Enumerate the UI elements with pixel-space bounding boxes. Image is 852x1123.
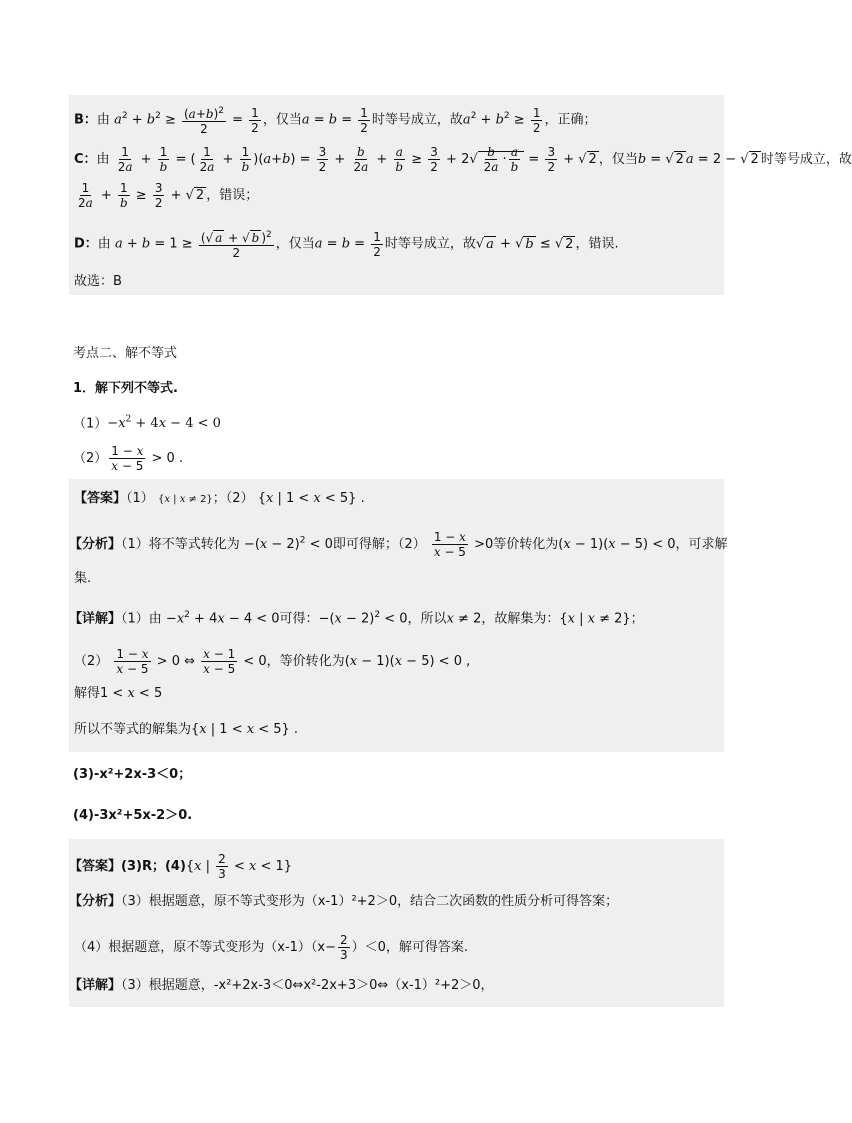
option-c-label: C： [74, 152, 97, 167]
question-4: (4)-3x²+5x-2＞0. [73, 808, 193, 823]
text: 时等号成立，故 [760, 152, 852, 167]
text: 【详解】 [69, 978, 122, 993]
text: ，所以 [407, 611, 447, 627]
fraction: $\frac{1}{2}$ [360, 105, 368, 135]
text: ，仅当 [598, 152, 638, 167]
text: 【答案】 [74, 491, 127, 506]
text: 【答案】 [69, 859, 122, 874]
option-d-line: D：由 a + b = 1 ≥ $\frac{(√ a + √ b )^2}{2}$ ，仅当a = b = $\frac{1}{2}$ 时等号成立，故√ a + √ b ≤ √ 2 ，错误. [74, 229, 619, 260]
option-d-label: D： [74, 236, 98, 252]
text: （2） [74, 654, 109, 669]
text: 时等号成立，故 [384, 236, 476, 252]
text: （4）根据题意，原不等式变形为（x-1）（x− [74, 940, 337, 955]
text: （1）将不等式转化为 [121, 537, 240, 552]
text: 由 [97, 236, 111, 252]
option-b-line: B：由 $a^2 + b^2$ ≥ $\frac{(a+b)^2}{2}$ = $\frac{1}{2}$ ，仅当a = b = $\frac{1}{2}$ 时等号成立，故$a^2 + b^2$ ≥ $\frac{1}{2}$ ，正确； [74, 105, 597, 136]
detail-line-4: 所以不等式的解集为{x | 1 < x < 5} . [74, 722, 299, 737]
text: ）＜0，解可得答案. [351, 940, 469, 955]
answer-2-line: 【答案】(3)R；(4){x | $\frac{2}{3}$ < x < 1} [69, 852, 293, 881]
question-1-2: （2） $\frac{1 - x}{x - 5}$ > 0 . [73, 444, 184, 473]
text: ，正确； [544, 112, 597, 128]
answer-line: 【答案】（1） {x | x ≠ 2}；（2） {x | 1 < x < 5} . [74, 491, 365, 506]
option-c-line: C：由 $\frac{1}{2a}$ + $\frac{1}{b}$ = ( $\frac{1}{2a}$ + $\frac{1}{b}$ )(a+b) = $\frac{3}{2}$ + $\frac{b}{2a}$ + $\frac{a}{b}$ ≥ $\frac{3}{2}$ + 2√ $\frac{b}{2a}$ · $\frac{a}{b}$ = $\frac{3}{2}$ + √ 2 ，仅当b = √ 2 a = 2 − √ 2 时等号成立，故 [74, 145, 852, 174]
text: 所以不等式的解集为 [74, 722, 192, 737]
text: ，仅当 [275, 236, 315, 252]
text: （1） [73, 416, 108, 432]
detail-line-1: 【详解】（1）由 $-x^2 + 4x - 4 < 0$可得：$-(x - 2)^2 < 0$，所以x ≠ 2，故解集为：{x | x ≠ 2}； [69, 610, 644, 627]
option-c-line-2: $\frac{1}{2a}$ + $\frac{1}{b}$ ≥ $\frac{3}{2}$ + √ 2 ，错误； [78, 181, 259, 210]
text: ；（2） [212, 491, 254, 506]
answer-block-2 [69, 839, 724, 1007]
text: ，错误； [206, 188, 259, 203]
text: 【详解】 [69, 611, 122, 627]
text: （1）由 [121, 611, 162, 627]
text: ，仅当 [262, 112, 302, 128]
question-3: (3)-x²+2x-3＜0； [73, 767, 192, 782]
text: 解得 [74, 686, 101, 701]
fraction: $\frac{1}{2}$ [532, 105, 541, 135]
text: （2） [73, 451, 108, 466]
text: 【分析】 [69, 537, 122, 552]
text: 即可得解；（2） [332, 537, 426, 552]
text: (3)R；(4) [121, 859, 186, 874]
text: （3）根据题意，原不等式变形为（x-1）²+2＞0，结合二次函数的性质分析可得答案； [121, 894, 619, 909]
answer-block-1 [69, 479, 728, 752]
analysis-line-2: 集. [74, 571, 92, 586]
question-1: 1．解下列不等式. [73, 381, 178, 396]
choose-answer: 故选：B [74, 274, 122, 289]
detail-line-3: 解得1 < x < 5 [74, 686, 163, 701]
text: ，故解集为： [481, 611, 560, 627]
text: 【分析】 [69, 894, 122, 909]
analysis-2-line-1 [69, 893, 618, 911]
analysis-line: 【分析】（1）将不等式转化为 $-(x - 2)^2 < 0$即可得解；（2） $\frac{1 - x}{x - 5}$ >0等价转化为(x − 1)(x − 5) < 0，可求解 [69, 530, 728, 559]
text: ，错误. [575, 236, 619, 252]
detail-line-2: （2） $\frac{1 - x}{x - 5}$ > 0 ⇔ $\frac{x - 1}{x - 5}$ < 0，等价转化为(x − 1)(x − 5) < 0 , [74, 647, 471, 676]
analysis-2-line-2: （4）根据题意，原不等式变形为（x-1）（x− $\frac{2}{3}$ ）＜0，解可得答案. [74, 933, 469, 962]
text: 等价转化为 [493, 537, 559, 552]
question-1-1: $(1)-x^2 + 4x - 4 < 0$ [73, 415, 221, 432]
option-b-label: B： [74, 112, 97, 128]
fraction: $\frac{(a+b)^2}{2}$ [183, 106, 224, 136]
previous-solution-block [69, 95, 852, 295]
section-heading: 考点二、解不等式 [73, 346, 178, 361]
text: （3）根据题意，-x²+2x-3＜0⇔x²-2x+3＞0⇔（x-1）²+2＞0， [121, 978, 494, 993]
text: ，可求解 [675, 537, 728, 552]
text: （1） [126, 491, 154, 506]
fraction: $\frac{1}{2}$ [251, 105, 259, 135]
detail-2-line [69, 977, 494, 995]
text: 可得： [279, 611, 319, 627]
text: 时等号成立，故 [371, 112, 463, 128]
text: ，等价转化为 [266, 654, 345, 669]
text: 由 [96, 112, 110, 128]
text: 由 [96, 152, 110, 167]
